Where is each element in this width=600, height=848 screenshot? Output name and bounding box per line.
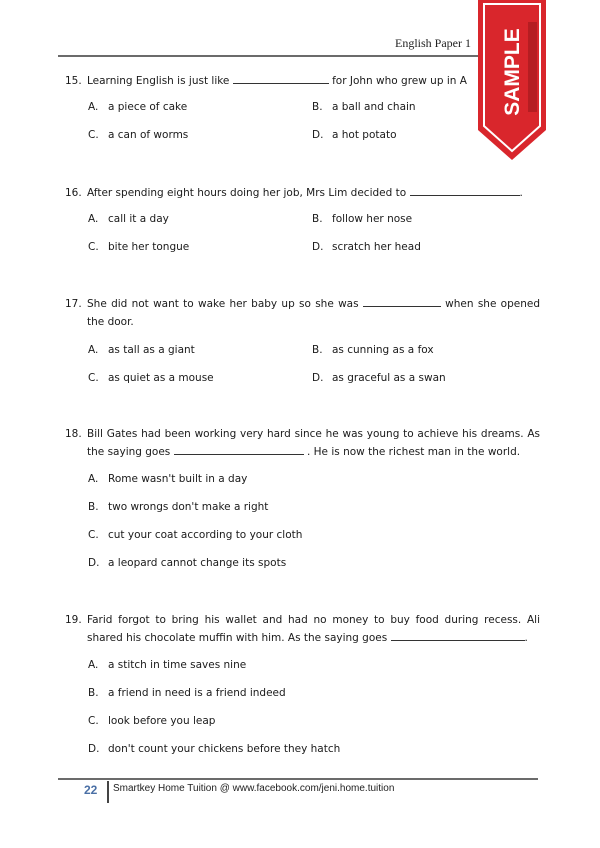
sample-ribbon-badge: [476, 0, 548, 160]
answer-blank: [233, 72, 329, 84]
question-15: [65, 72, 540, 90]
footer-rule: [58, 778, 538, 780]
option-17-b: B. as cunning as a fox: [312, 344, 434, 356]
option-19-d: D. don't count your chickens before they hatch: [88, 743, 341, 755]
option-15-d: D. a hot potato: [312, 129, 397, 141]
question-number: 17.: [65, 298, 82, 310]
question-number: 16.: [65, 187, 82, 199]
question-17: [65, 295, 540, 331]
option-16-d: D. scratch her head: [312, 241, 421, 253]
question-number: 15.: [65, 75, 82, 87]
question-18: [65, 425, 540, 461]
option-16-a: A. call it a day: [88, 213, 169, 225]
option-18-a: A. Rome wasn't built in a day: [88, 473, 248, 485]
option-15-b: B. a ball and chain: [312, 101, 416, 113]
answer-blank: [391, 629, 525, 641]
option-17-a: A. as tall as a giant: [88, 344, 195, 356]
question-stem: After spending eight hours doing her job, Mrs Lim decided to .: [87, 184, 540, 202]
option-17-d: D. as graceful as a swan: [312, 372, 446, 384]
option-16-c: C. bite her tongue: [88, 241, 190, 253]
question-stem: Bill Gates had been working very hard since he was young to achieve his dreams. As the saying goes . He is now the richest man in the world.: [87, 428, 540, 458]
badge-label: SAMPLE: [501, 28, 524, 116]
option-15-c: C. a can of worms: [88, 129, 189, 141]
option-18-c: C. cut your coat according to your cloth: [88, 529, 303, 541]
question-stem: Learning English is just like for John who grew up in A: [87, 72, 540, 90]
header-rule: [58, 55, 538, 57]
question-stem: Farid forgot to bring his wallet and had no money to buy food during recess. Ali shared his chocolate muffin with him. As the saying goes .: [87, 614, 540, 644]
option-18-d: D. a leopard cannot change its spots: [88, 557, 287, 569]
footer-text: Smartkey Home Tuition @ www.facebook.com/jeni.home.tuition: [113, 783, 395, 794]
answer-blank: [410, 184, 520, 196]
page-number: 22: [84, 783, 98, 797]
option-19-a: A. a stitch in time saves nine: [88, 659, 247, 671]
option-19-b: B. a friend in need is a friend indeed: [88, 687, 286, 699]
question-16: [65, 184, 540, 202]
question-number: 18.: [65, 428, 82, 440]
badge-side-strip: [528, 22, 537, 112]
answer-blank: [363, 295, 441, 307]
footer-divider: [107, 781, 109, 803]
option-15-a: A. a piece of cake: [88, 101, 188, 113]
option-17-c: C. as quiet as a mouse: [88, 372, 214, 384]
header-title: English Paper 1: [395, 36, 471, 50]
option-19-c: C. look before you leap: [88, 715, 216, 727]
answer-blank: [174, 443, 304, 455]
question-number: 19.: [65, 614, 82, 626]
option-16-b: B. follow her nose: [312, 213, 413, 225]
question-stem: She did not want to wake her baby up so she was when she opened the door.: [87, 295, 540, 331]
option-18-b: B. two wrongs don't make a right: [88, 501, 269, 513]
question-19: [65, 611, 540, 647]
